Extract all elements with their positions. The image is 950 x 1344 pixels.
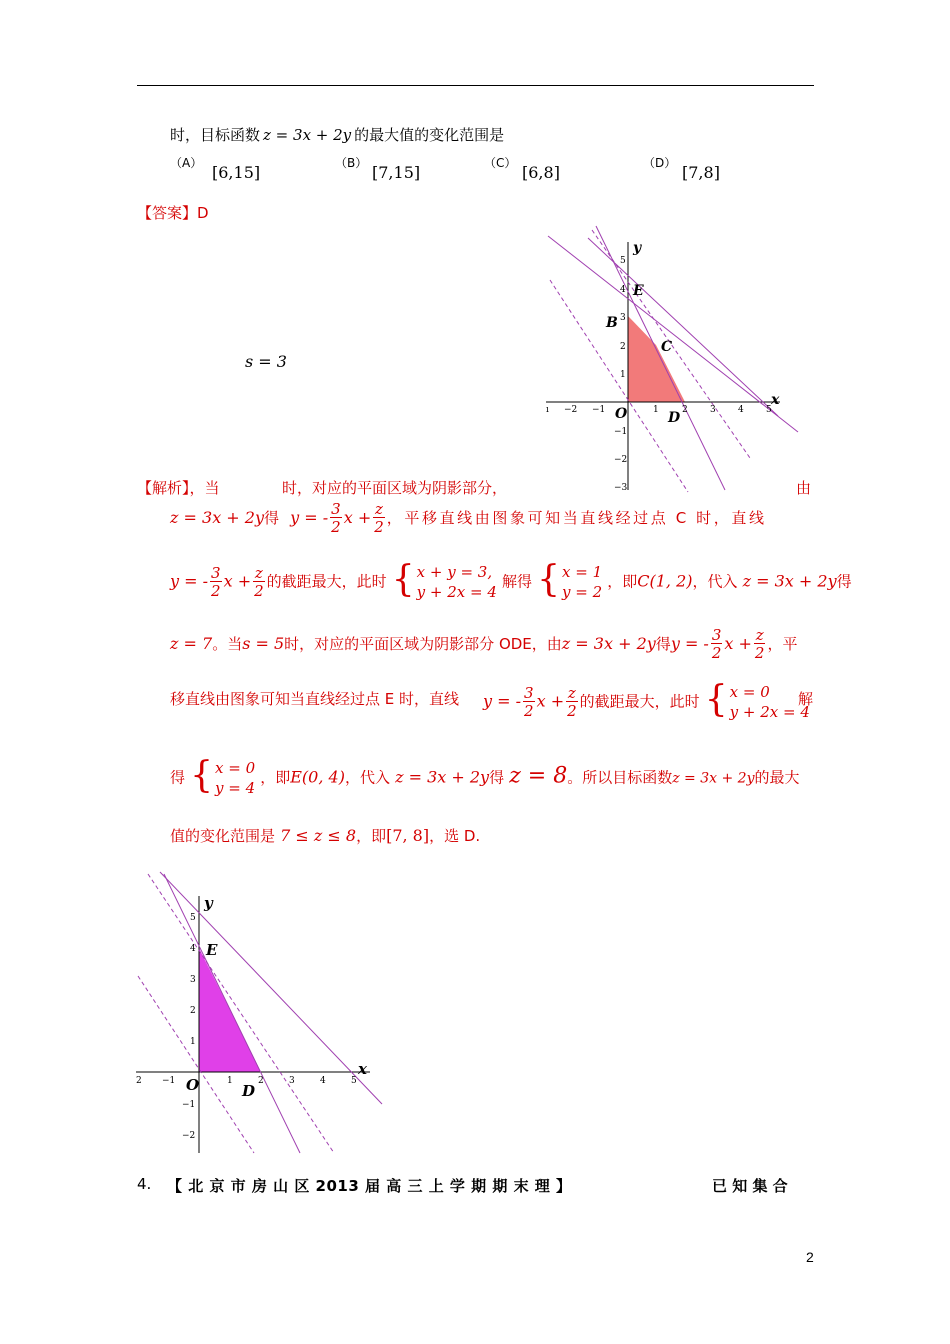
analysis-line-6: 得 { x = 0 y = 4 ，即E(0, 4)，代入 z = 3x + 2y得 z = 8。所以目标函数z = 3x + 2y的最大 [170,755,800,797]
x-tick: 3 [289,1076,295,1086]
x-tick: 4 [738,405,744,415]
point-e-label: E [633,283,644,299]
system-1: { x + y = 3, y + 2x = 4 [391,559,497,601]
next-question-text: 已 知 集 合 [712,1177,788,1195]
system-4: { x = 0 y = 4 [190,755,256,797]
option-c-label: （C） [484,156,517,170]
x-tick: 3 [710,405,716,415]
y-tick-labels [614,256,628,493]
y-tick: −2 [182,1131,196,1141]
next-question-source: 【 北 京 市 房 山 区 2013 届 高 三 上 学 期 期 末 理 】 [167,1177,572,1195]
analysis-line-5c: 解 [798,690,814,708]
header-rule [137,85,814,86]
x-tick: 2 [682,405,688,415]
point-b-label: B [606,315,618,331]
point-e-label: E [206,941,218,959]
y-tick: 4 [620,285,626,295]
y-tick: −2 [614,455,628,465]
x-tick: ı [546,405,549,415]
x-tick: −1 [162,1076,176,1086]
x-tick: 2 [136,1076,142,1086]
y-tick: 5 [190,913,196,923]
analysis-line-1a: 【解析】，当 [137,479,220,497]
region-obcd [628,316,685,402]
analysis-line-5: 移直线由图象可知当直线经过点 E 时，直线 [170,690,460,708]
y-tick: 2 [620,342,626,352]
y-tick: 3 [190,975,196,985]
y-tick: 3 [620,313,626,323]
line-x-plus-y-5 [160,872,382,1104]
option-a-label: （A） [170,156,203,170]
analysis-line-1c: 由 [796,479,812,497]
page-number: 2 [806,1249,814,1265]
x-tick: 1 [653,405,659,415]
axis-label-y: y [633,240,642,256]
y-tick: −1 [614,427,628,437]
point-d-label: D [242,1082,256,1100]
option-d-value: [7,8] [682,163,720,182]
x-tick: 5 [351,1076,357,1086]
y-tick: 2 [190,1006,196,1016]
next-question-number: 4. [137,1175,152,1193]
answer-line: 【答案】D [137,204,209,222]
analysis-line-5b: y = - $\frac{3}{2}$ x + $\frac{z}{2}$ 的截距最大，此时 { x = 0 y + 2x = 4 [483,679,810,721]
s-equals-3: s = 3 [245,352,287,371]
feasible-region-graph-1 [540,220,802,495]
axis-label-x: x [771,392,780,408]
analysis-line-7: 值的变化范围是 7 ≤ z ≤ 8，即[7, 8]，选 D. [170,826,481,845]
analysis-line-3: y = - $\frac{3}{2}$ x + $\frac{z}{2}$ 的截距最大，此时 { x + y = 3, y + 2x = 4 解得 { x = 1 y = 2 ，即C(1, 2)，代入 z = 3x + 2y得 [170,559,852,601]
option-c-value: [6,8] [522,163,560,182]
line-y-plus-2x-4 [164,874,300,1153]
y-tick: −1 [182,1100,196,1110]
y-tick: 4 [190,944,196,954]
system-2: { x = 1 y = 2 [537,559,603,601]
y-tick: 1 [620,370,626,380]
origin-label: O [615,406,628,422]
dashed-line-1 [148,874,334,1153]
x-tick: 2 [258,1076,264,1086]
question-stem: 时，目标函数 z = 3x + 2y 的最大值的变化范围是 [170,126,505,144]
x-tick: −2 [564,405,578,415]
axis-label-y: y [204,894,213,912]
x-tick: 1 [227,1076,233,1086]
y-tick: 5 [620,256,626,266]
feasible-region-graph-2 [130,868,390,1158]
option-a-value: [6,15] [212,163,261,182]
point-c-label: C [661,339,673,355]
y-tick: −3 [614,483,628,493]
option-d-label: （D） [643,156,677,170]
origin-label: O [186,1076,200,1094]
system-3: { x = 0 y + 2x = 4 [704,679,810,721]
x-tick-labels [546,405,772,415]
y-tick-labels [182,913,196,1141]
x-tick: 4 [320,1076,326,1086]
analysis-line-1b: 时，对应的平面区域为阴影部分， [282,479,508,497]
axis-label-x: x [358,1060,367,1078]
option-b-label: （B） [335,156,368,170]
y-tick: 1 [190,1037,196,1047]
point-d-label: D [668,410,681,426]
analysis-line-2: z = 3x + 2y得 y = - $\frac{3}{2}$ x + $\frac{z}{2}$ ，平移直线由图象可知当直线经过点 C 时，直线 [170,500,767,536]
analysis-line-4: z = 7。当s = 5时，对应的平面区域为阴影部分 ODE，由z = 3x + 2y得y = - $\frac{3}{2}$ x + $\frac{z}{2}$ ，平 [170,626,798,662]
x-tick: −1 [592,405,606,415]
x-tick: 5 [766,405,772,415]
option-b-value: [7,15] [372,163,421,182]
